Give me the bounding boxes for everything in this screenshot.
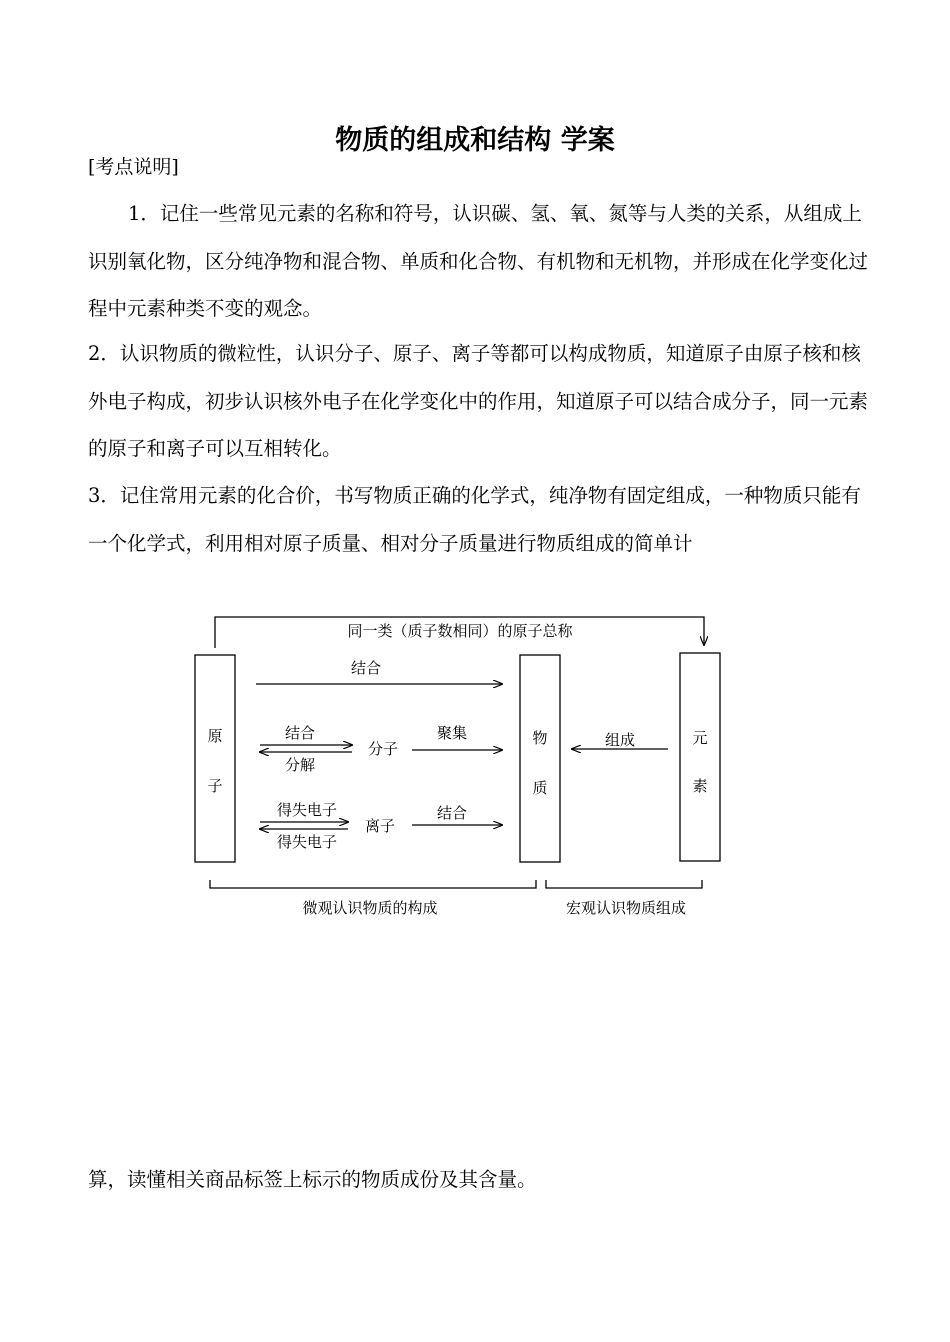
top-label: 同一类（质子数相同）的原子总称 <box>347 622 573 640</box>
atom-box-char-1: 原 <box>207 727 223 745</box>
compose-label: 组成 <box>604 731 636 749</box>
paragraph-3-continued: 算，读懂相关商品标签上标示的物质成份及其含量。 <box>88 1168 537 1191</box>
decompose-label: 分解 <box>284 756 316 774</box>
electron-label-top: 得失电子 <box>276 801 338 819</box>
macro-label: 宏观认识物质组成 <box>565 899 687 917</box>
atom-box <box>195 655 235 862</box>
micro-bracket <box>210 880 536 888</box>
element-box-char-2: 素 <box>692 777 708 795</box>
micro-label: 微观认识物质的构成 <box>302 899 438 917</box>
combine-label-mid: 结合 <box>284 724 316 742</box>
matter-box-char-2: 质 <box>532 779 548 797</box>
page-title: 物质的组成和结构 学案 <box>335 125 615 156</box>
paragraph-1: 1．记住一些常见元素的名称和符号，认识碳、氢、氧、氮等与人类的关系，从组成上识别氧化物，区分纯净物和混合物、单质和化合物、有机物和无机物，并形成在化学变化过程中元素种类不变的观念。 <box>88 202 869 320</box>
section-label: [考点说明] <box>88 156 179 178</box>
electron-label-bottom: 得失电子 <box>276 833 338 851</box>
combine-label-ion: 结合 <box>436 804 468 822</box>
molecule-label: 分子 <box>367 740 399 758</box>
aggregate-label: 聚集 <box>436 724 468 742</box>
combine-label-top: 结合 <box>350 659 382 677</box>
element-box <box>680 653 720 861</box>
paragraph-2: 2．认识物质的微粒性，认识分子、原子、离子等都可以构成物质，知道原子由原子核和核外电子构成，初步认识核外电子在化学变化中的作用，知道原子可以结合成分子，同一元素的原子和离子可以互相转化。 <box>88 342 869 460</box>
atom-box-char-2: 子 <box>207 777 223 795</box>
paragraph-3: 3．记住常用元素的化合价，书写物质正确的化学式，纯净物有固定组成，一种物质只能有一个化学式，利用相对原子质量、相对分子质量进行物质组成的简单计 <box>88 484 861 555</box>
matter-box <box>520 655 560 862</box>
element-box-char-1: 元 <box>692 729 708 747</box>
matter-box-char-1: 物 <box>532 729 548 747</box>
ion-label: 离子 <box>364 817 396 835</box>
concept-diagram <box>180 605 740 925</box>
macro-bracket <box>546 880 702 888</box>
